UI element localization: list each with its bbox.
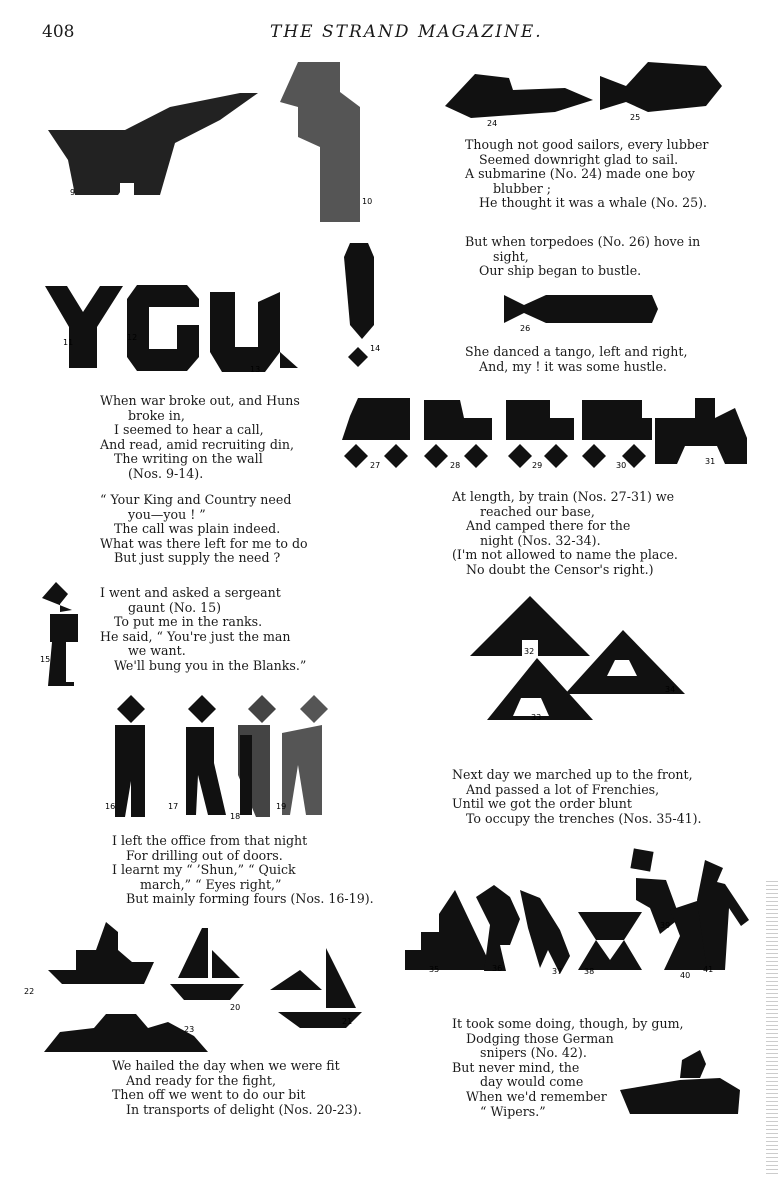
verse-line: But never mind, the <box>452 1059 580 1075</box>
verse-line: snipers (No. 42). <box>480 1045 587 1061</box>
tangram-figure-27 <box>340 398 420 470</box>
tangram-figure-29 <box>500 400 580 472</box>
label-20: 20 <box>230 1003 241 1012</box>
verse-stanza-right-6 <box>452 1017 684 1119</box>
label-18: 18 <box>230 812 241 821</box>
verse-line: I went and asked a sergeant <box>100 585 281 600</box>
tangram-figure-24 <box>445 68 600 128</box>
verse-line: I seemed to hear a call, <box>114 422 264 438</box>
label-19: 19 <box>276 802 287 811</box>
verse-stanza-right-5 <box>452 768 702 826</box>
verse-line: Our ship began to bustle. <box>479 263 642 279</box>
verse-line: He thought it was a whale (No. 25). <box>479 195 708 211</box>
label-40: 40 <box>680 971 691 980</box>
verse-stanza-left-2 <box>100 493 308 566</box>
label-24: 24 <box>487 119 498 128</box>
verse-line: To occupy the trenches (Nos. 35-41). <box>466 810 702 826</box>
label-16: 16 <box>105 802 116 811</box>
verse-line: sight, <box>493 248 529 264</box>
verse-line: I left the office from that night <box>112 833 308 848</box>
verse-stanza-right-4 <box>452 490 678 578</box>
verse-line: broke in, <box>128 407 185 423</box>
verse-line: reached our base, <box>480 503 595 519</box>
tangram-figure-25 <box>596 62 726 122</box>
label-14: 14 <box>370 344 381 353</box>
tangram-figure-12-letter-o <box>127 285 202 375</box>
page-number: 408 <box>42 22 75 42</box>
tangram-figure-41 <box>695 860 755 980</box>
label-37: 37 <box>552 967 563 976</box>
verse-line: It took some doing, though, by gum, <box>452 1016 684 1031</box>
label-30: 30 <box>616 461 627 470</box>
verse-line: But just supply the need ? <box>114 550 281 566</box>
verse-line: No doubt the Censor's right.) <box>466 561 654 577</box>
label-22: 22 <box>24 987 35 996</box>
running-title: THE STRAND MAGAZINE. <box>270 22 543 42</box>
label-41: 41 <box>703 965 714 974</box>
verse-line: Dodging those German <box>466 1030 614 1046</box>
verse-line: blubber ; <box>493 180 552 196</box>
tangram-figure-20 <box>170 928 250 1013</box>
verse-line: At length, by train (Nos. 27-31) we <box>452 489 675 504</box>
verse-line: And camped there for the <box>466 518 631 534</box>
label-35: 35 <box>429 965 440 974</box>
tangram-figure-21 <box>270 948 370 1033</box>
tangram-figure-28 <box>420 400 500 472</box>
verse-line: When war broke out, and Huns <box>100 393 300 408</box>
verse-line: She danced a tango, left and right, <box>465 344 688 359</box>
verse-stanza-left-4 <box>112 834 374 907</box>
verse-line: We hailed the day when we were fit <box>112 1058 340 1073</box>
label-34: 34 <box>665 685 676 694</box>
tangram-figure-11-letter-y <box>45 282 125 372</box>
verse-line: “ Wipers.” <box>480 1103 546 1119</box>
verse-line: But when torpedoes (No. 26) hove in <box>465 234 701 249</box>
verse-line: Until we got the order blunt <box>452 796 632 812</box>
verse-line: Then off we went to do our bit <box>112 1087 306 1103</box>
label-27: 27 <box>370 461 381 470</box>
verse-line: march,” “ Eyes right,” <box>140 876 282 892</box>
verse-stanza-left-3 <box>100 586 306 674</box>
tangram-figure-10 <box>280 62 390 227</box>
verse-line: day would come <box>480 1074 584 1090</box>
label-25: 25 <box>630 113 641 122</box>
tangram-figure-15 <box>38 582 88 688</box>
tangram-figure-17 <box>168 695 228 825</box>
verse-line: I learnt my “ ’Shun,” “ Quick <box>112 862 296 878</box>
label-28: 28 <box>450 461 461 470</box>
label-36: 36 <box>492 964 503 973</box>
label-11: 11 <box>63 338 74 347</box>
verse-stanza-left-5 <box>112 1059 362 1117</box>
verse-line: And passed a lot of Frenchies, <box>466 781 660 797</box>
tangram-figure-33 <box>487 658 597 726</box>
tangram-figure-26 <box>502 291 662 336</box>
verse-line: we want. <box>128 643 186 659</box>
verse-line: gaunt (No. 15) <box>128 599 222 615</box>
label-13: 13 <box>250 365 261 374</box>
verse-line: For drilling out of doors. <box>126 847 283 863</box>
verse-line: But mainly forming fours (Nos. 16-19). <box>126 891 374 907</box>
verse-line: Though not good sailors, every lubber <box>465 137 709 152</box>
tangram-figure-23 <box>44 1002 214 1057</box>
label-10: 10 <box>362 197 373 206</box>
verse-stanza-right-3 <box>465 345 687 374</box>
tangram-figure-19 <box>270 695 330 825</box>
verse-line: To put me in the ranks. <box>114 614 263 630</box>
label-9: 9 <box>70 188 76 197</box>
verse-stanza-right-2 <box>465 235 700 279</box>
verse-line: And read, amid recruiting din, <box>100 436 295 452</box>
label-29: 29 <box>532 461 543 470</box>
verse-line: Next day we marched up to the front, <box>452 767 693 782</box>
verse-line: When we'd remember <box>466 1088 607 1104</box>
verse-stanza-right-1 <box>465 138 708 211</box>
verse-stanza-left-1 <box>100 394 300 482</box>
verse-line: (Nos. 9-14). <box>128 465 204 481</box>
tangram-figure-22 <box>24 922 158 1002</box>
tangram-figure-13-letter-u <box>210 292 300 377</box>
verse-line: A submarine (No. 24) made one boy <box>465 166 695 182</box>
label-26: 26 <box>520 324 531 333</box>
verse-line: Seemed downright glad to sail. <box>479 151 679 167</box>
verse-line: And ready for the fight, <box>126 1072 276 1088</box>
verse-line: What was there left for me to do <box>100 535 308 551</box>
label-32: 32 <box>524 647 535 656</box>
tangram-figure-31 <box>655 398 755 470</box>
verse-line: The writing on the wall <box>114 451 263 467</box>
label-23: 23 <box>184 1025 195 1034</box>
verse-line: He said, “ You're just the man <box>100 628 291 644</box>
tangram-figure-30 <box>580 400 660 472</box>
tangram-figure-37 <box>520 890 580 980</box>
label-17: 17 <box>168 802 179 811</box>
label-33: 33 <box>531 713 542 722</box>
verse-line: And, my ! it was some hustle. <box>479 358 667 374</box>
label-38: 38 <box>584 967 595 976</box>
verse-line: “ Your King and Country need <box>100 492 292 507</box>
label-21: 21 <box>342 1017 353 1026</box>
label-31: 31 <box>705 457 716 466</box>
label-12: 12 <box>127 333 138 342</box>
page-edge-binding <box>766 880 778 1177</box>
verse-line: In transports of delight (Nos. 20-23). <box>126 1101 362 1117</box>
label-39: 39 <box>660 921 671 930</box>
tangram-figure-16 <box>105 695 165 825</box>
verse-line: night (Nos. 32-34). <box>480 532 601 548</box>
tangram-figure-14-exclamation <box>338 243 383 373</box>
verse-line: you—you ! ” <box>128 506 206 522</box>
verse-line: We'll bung you in the Blanks.” <box>114 657 307 673</box>
tangram-figure-9 <box>40 85 260 205</box>
verse-line: (I'm not allowed to name the place. <box>452 547 678 563</box>
label-15: 15 <box>40 655 51 664</box>
verse-line: The call was plain indeed. <box>114 521 281 537</box>
